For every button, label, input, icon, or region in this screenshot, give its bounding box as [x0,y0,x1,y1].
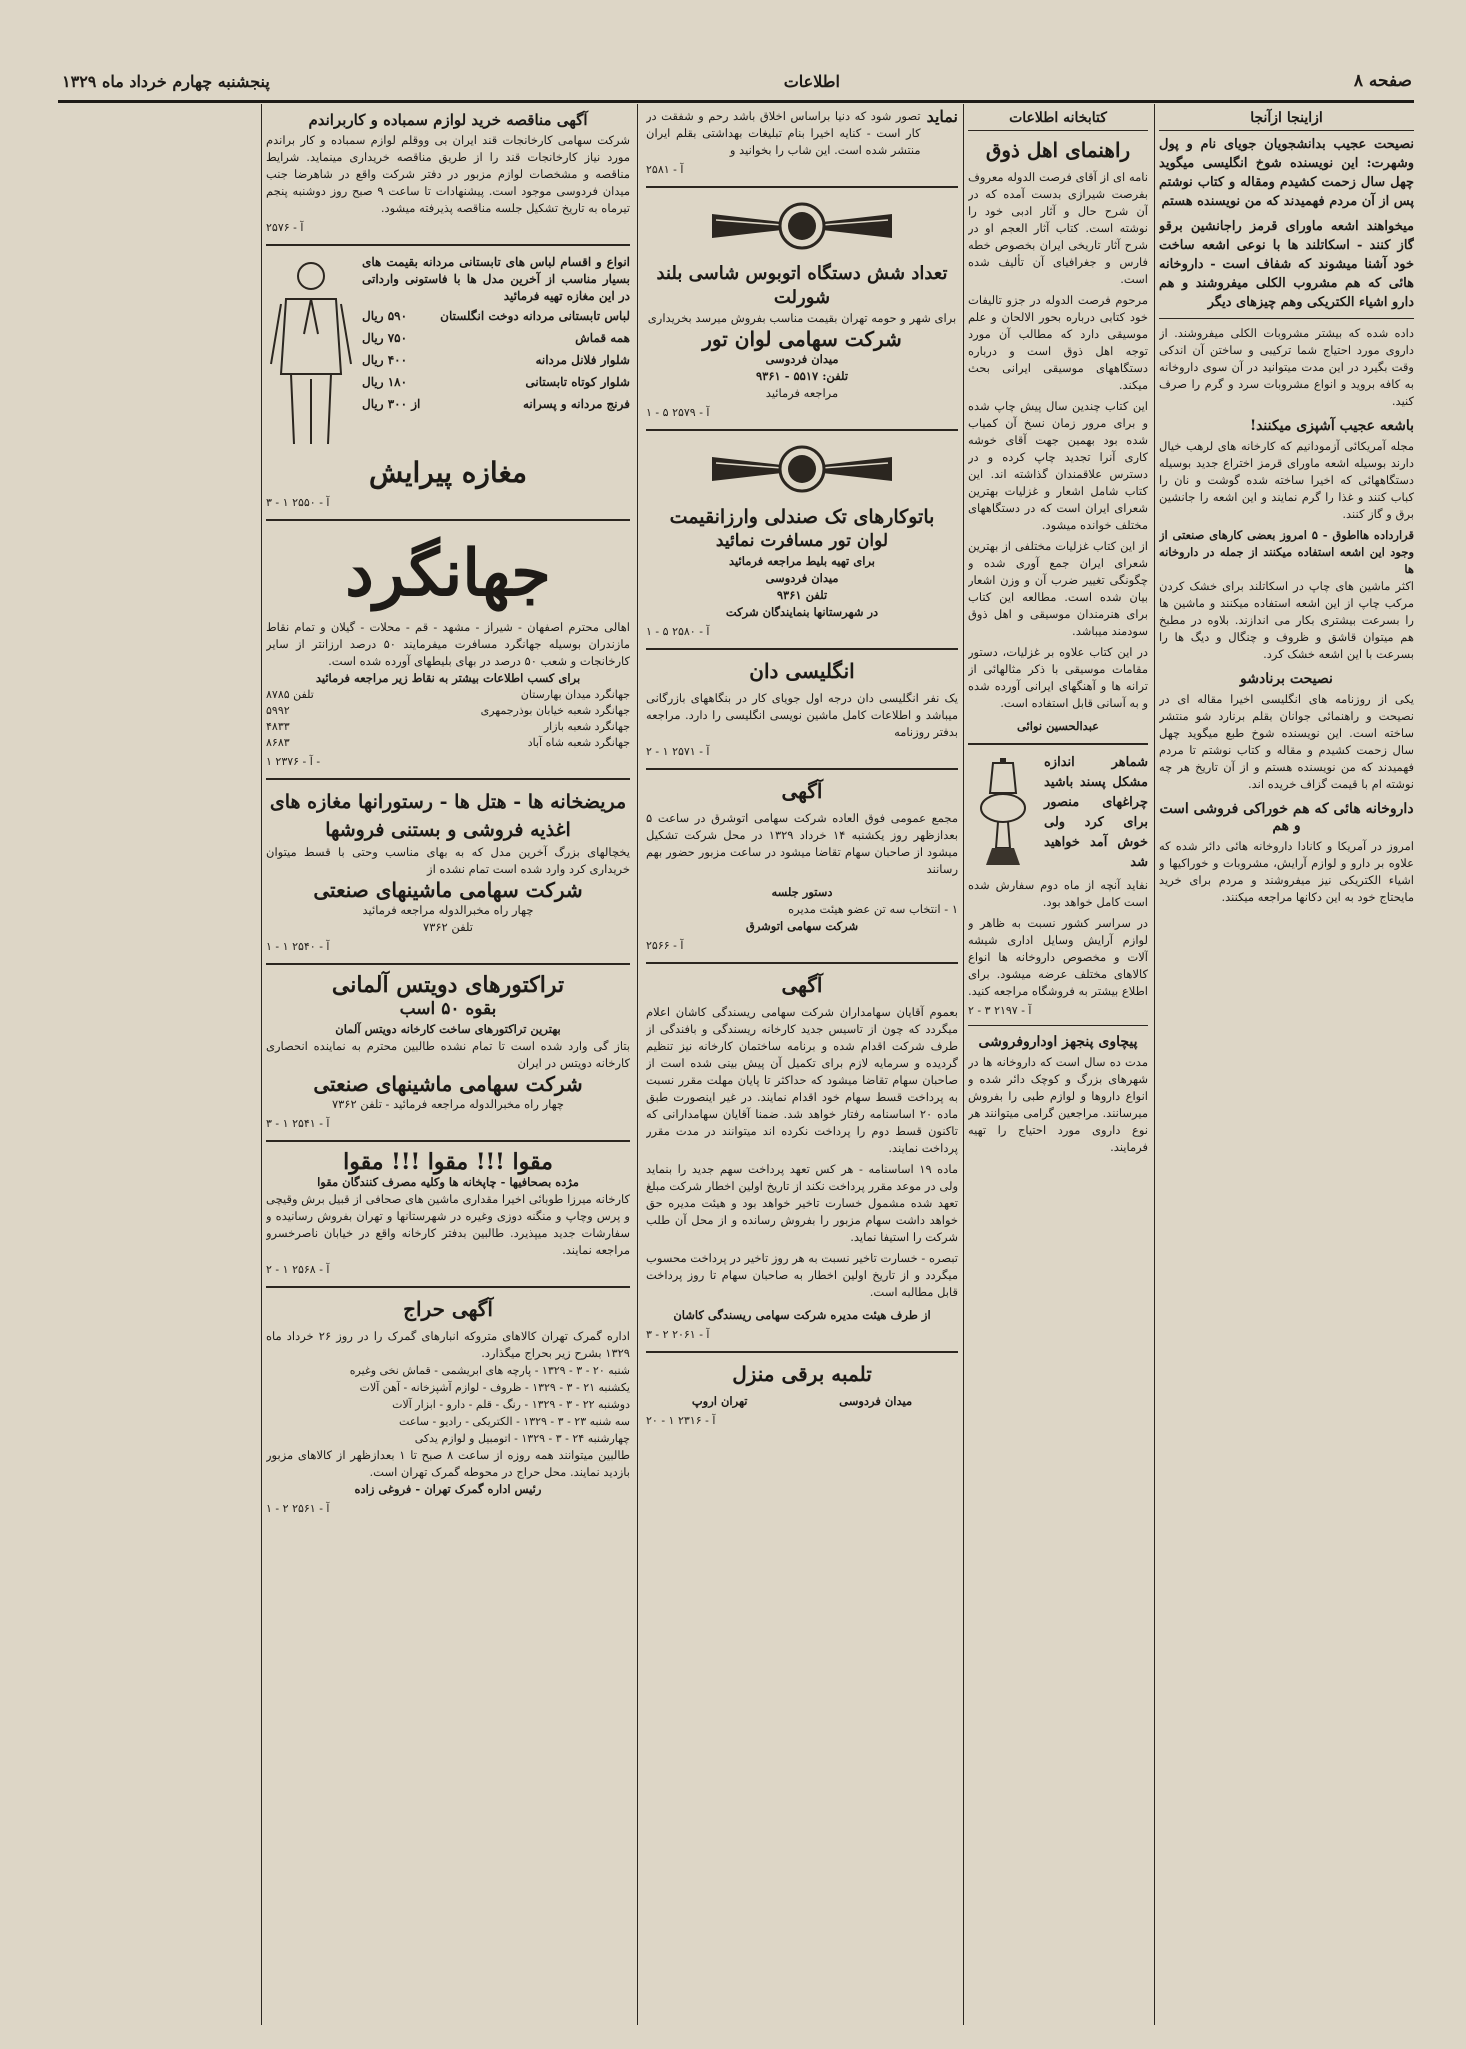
ad-address: چهار راه مخبرالدوله مراجعه فرمائید - تلفن ۷۳۶۲ [331,1097,565,1111]
column-divider [637,104,639,2025]
branch-phone: ۵۹۹۲ [266,704,290,717]
ad-text: طالبین میتوانند همه روزه از ساعت ۸ صبح تا ۱ بعدازظهر از کالاهای مزبور بازدید نمایند. محل حراج در محوطه گمرک تهران است. [266,1448,630,1479]
clothing-ad [266,254,630,454]
notice-signature: از طرف هیئت مدیره شرکت سهامی ریسندگی کاشان [673,1308,931,1322]
divider [646,768,958,770]
divider [968,1025,1148,1026]
article-text: یکی از روزنامه های انگلیسی اخیرا مقاله ای در نصیحت و راهنمائی جوانان بقلم برنارد شو منتشر ساخته است. این نویسنده شوخ طبع میگوید چهل سال زحمت کشیدم و مقاله و کتاب نوشتم تا مردم فهمیدند که من نویسنده هستم و از آن تاریخ هر چه نوشته ام با قیمت گزاف خریده اند. [1159,692,1414,791]
branch-phone: ۴۸۳۳ [266,720,290,733]
article-text: نفاید آنچه از ماه دوم سفارش شده است کامل خواهد بود. [968,878,1148,909]
ad-code: آ - ۲۵۷۱ ۱ - ۲ [646,745,710,758]
ad-title: تلمبه برقی منزل [732,1362,872,1386]
ad-text: برای کسب اطلاعات بیشتر به نقاط زیر مراجعه فرمائید [315,671,581,685]
branch-name: جهانگرد میدان بهارستان [520,688,630,701]
notice-title: آگهی [781,779,823,803]
ad-code: آ - ۲۵۷۶ [266,221,304,234]
ad-footer [646,1393,958,1410]
divider [646,648,958,650]
article-subtitle: پیچاوی پنجهز اوداروفروشی [978,1034,1138,1050]
ad-code: آ - ۲۵۶۶ [646,939,684,952]
top-notice-title: نماید [926,108,958,126]
branch-phone: ۸۶۸۳ [266,736,290,749]
price-row [362,305,630,327]
top-notice [646,108,958,159]
article-text: مدت ده سال است که داروخانه ها در شهرهای بزرگ و کوچک دائر شده و انواع داروها و لوازم طبی را بفروش میرسانند. مراجعین گرامی میتوانند هر نوع داروی مورد احتیاج را تهیه فرمایند. [968,1055,1148,1154]
branch-phone: تلفن ۸۷۸۵ [266,688,314,701]
article-text: امروز در آمریکا و کانادا داروخانه هائی دائر شده که علاوه بر دارو و لوازم آرایش، مشروبات و خوراکیها و اشیاء الکتریکی نیز میفروشند و مردم برای خرید مایحتاج خود به این دکانها مراجعه میکنند. [1159,839,1414,904]
ad-text: یخچالهای بزرگ آخرین مدل که به بهای مناسب وحتی با قسط میتوان خریداری کرد وارد شده است تمام نشده از [266,845,630,876]
article-text: مجله آمریکائی آزمودانیم که کارخانه های لرهب خیال دارند بوسیله اشعه ماورای قرمز اختراع جدید بوسیله دستگاههائی که اخیرا ساخته شده گوشت و نان را کباب کنند و غذا را گرم نمایند و این اشعه را جانشین برق و گاز کنند. [1159,439,1414,521]
issue-date: پنجشنبه چهارم خرداد ماه ۱۳۲۹ [62,71,270,91]
ad-address: میدان فردوسی [765,571,839,585]
notice-company: شرکت سهامی اتوشرق [745,919,859,933]
divider [646,186,958,188]
ad-code: آ - ۲۵۴۱ ۱ - ۳ [266,1117,330,1130]
article-text: در این کتاب علاوه بر غزلیات، دستور مقامات موسیقی با ذکر مثالهائی از ترانه ها و آهنگهای ایرانی آورده شده و به آسانی قابل استفاده است. [968,645,1148,710]
jahangard-logo: جهانگرد [345,536,551,611]
notice-title: آگهی [781,973,823,997]
article-headline: راهنمای اهل ذوق [985,138,1131,162]
ad-code: آ - ۲۵۶۸ ۱ - ۲ [266,1263,330,1276]
ad-title: آگهی مناقصه خرید لوازم سمباده و کاربراندم [308,111,588,129]
article-text: در سراسر کشور نسبت به ظاهر و لوازم آرایش وسایل اداری شیشه آلات و مخصوص داروخانه ها انواع کالاهای مختلف عرضه میشود. برای اطلاع بیشتر به فروشگاه مراجعه کنید. [968,916,1148,998]
price-label: فرنج مردانه و پسرانه [522,397,630,411]
ad-subtitle: مژده بصحافیها - چاپخانه ها وکلیه مصرف کنندگان مقوا [317,1175,579,1189]
ad-subtitle: لوان تور مسافرت نمائید [715,531,889,551]
lead-paragraph-2: میخواهند اشعه ماورای قرمز راجانشین برقو گاز کنند - اسکاتلند ها با نوعی اشعه ساخت خود آشنا میشوند که شفاف است - داروخانه هائی که هم مشروب الکلی میفروشند و هم دارو اشیاء الکتریکی وهم چیزهای دیگر [1159,219,1414,310]
article-text: داده شده که بیشتر مشروبات الکلی میفروشند. از داروی مورد احتیاج شما ترکیبی و ساختن آن اندکی وقت بگیرد در این مدت میتوانید در آن سوی داروخانه به کافه بروید و انواع مشروبات سرد و گرم را صرف کنید. [1159,326,1414,408]
price-row [362,327,630,349]
masthead [62,66,1412,96]
top-notice-text: تصور شود که دنیا براساس اخلاق باشد رحم و شفقت در کار است - کنایه اخیرا بنام تبلیغات بهداشتی بقلم ایران منتشر شده است. این شاب را بخوانید و [646,109,921,157]
article-text: مرحوم فرصت الدوله در جزو تالیفات خود کتابی درباره بحور الالحان و علم موسیقی دارد که مطالب آن مورد توجه اهل ذوق است و درباره دستگاههای موسیقی ایرانی بحث میکند. [968,293,1148,392]
paper-name: اطلاعات [783,71,840,91]
ad-code: آ - ۲۰۶۱ ۲ - ۳ [646,1328,710,1341]
ad-text: یک نفر انگلیسی دان درجه اول جویای کار در بنگاههای بازرگانی میباشد و اطلاعات کامل ماشین نویسی انگلیسی را دارد. مراجعه بدفتر روزنامه [646,691,958,739]
price-value: ۱۸۰ ریال [362,375,408,389]
ad-text: برای شهر و حومه تهران بقیمت مناسب بفروش میرسد بخریداری [647,311,957,325]
auction-item: دوشنبه ۲۲ - ۳ - ۱۳۲۹ - رنگ - قلم - دارو - ابزار آلات [392,1398,630,1411]
ad-code: آ - ۲۵۷۹ ۵ - ۱ [646,406,710,419]
branch-row [266,703,630,719]
branch-row [266,719,630,735]
auction-item: شنبه ۲۰ - ۳ - ۱۳۲۹ - پارچه های ابریشمی - قماش نخی وغیره [349,1364,630,1377]
ad-title: باتوکارهای تک صندلی وارزانقیمت [669,506,935,528]
ad-text: کارخانه میرزا طوبائی اخیرا مقداری ماشین های صحافی از قبیل برش وقیچی و پرس وچاپ و منگنه دوزی وغیره در شهرستانها و تهران بفروش رسانیده و سفارشات جدید میپذیرد. طالبین بدفتر کارخانه واقع در خیابان ناصرخسرو مراجعه نمایند. [266,1192,630,1257]
author-signature: عبدالحسین نوائی [1016,719,1100,733]
ad-text: بتاز گی وارد شده است تا تمام نشده طالبین محترم به نماینده انحصاری کارخانه دویتس در ایران [266,1039,630,1070]
price-row [362,393,630,415]
branch-list [266,687,630,751]
price-row [362,371,630,393]
notice-text: ماده ۱۹ اساسنامه - هر کس تعهد پرداخت سهم جدید را بنماید ولی در موعد مقرر پرداخت نکند از تاریخ اولین اخطار شرکت مبلغ تعهد شده مشمول خسارت تاخیر خواهد بود و هیئت مدیره حق خواهد داشت سهام مزبور را بفروش رسانده و از محل آن طلب شرکت را استیفا نماید. [646,1162,958,1244]
article-subtitle: نصیحت برنادشو [1240,671,1333,687]
branch-row [266,687,630,703]
ad-company: شرکت سهامی لوان تور [702,327,902,351]
agenda-title: دستور جلسه [771,885,833,899]
lead-paragraph: نصیحت عجیب بدانشجویان جویای نام و پول وشهرت: این نویسنده شوخ انگلیسی میگوید چهل سال زحمت کشیدم ومقاله و کتاب نوشتم پس از آن مردم فهمیدند که من نویسنده هستم [1159,137,1414,209]
branch-name: جهانگرد شعبه بازار [543,720,630,733]
ad-code: آ - ۲۵۵۰ ۱ - ۳ [266,496,330,509]
ad-code: آ - ۲۱۹۷ ۳ - ۲ [968,1004,1032,1017]
ad-subtitle: بقوه ۵۰ اسب [399,999,497,1019]
ad-code: آ - ۲۵۸۱ [646,163,684,176]
ad-phone: تلفن: ۵۵۱۷ - ۹۳۶۱ [755,369,849,383]
divider [266,519,630,521]
column-news [1159,108,1414,2025]
price-value: از ۳۰۰ ریال [362,397,421,411]
article-text: اکثر ماشین های چاپ در اسکاتلند برای خشک کردن مرکب چاپ از این اشعه استفاده میکنند و ماشین ها را بسرعت بیشتری بکار می اندازند. بلاوه در مطبخ هم میتوان قاشق و ظروف و چنگال و دیگ ها را بسرعت با این اشعه خشک کرد. [1159,579,1414,661]
notice-text: مجمع عمومی فوق العاده شرکت سهامی اتوشرق در ساعت ۵ بعدازظهر روز یکشنبه ۱۴ خرداد ۱۳۲۹ در محل شرکت تشکیل میشود از صاحبان سهام تقاضا میشود در ساعت مزبور حضور بهم رسانند [646,811,958,876]
ad-company: شرکت سهامی ماشینهای صنعتی [313,1072,583,1096]
branch-name: جهانگرد شعبه خیابان بوذرجمهری [480,704,630,717]
ad-signature: رئیس اداره گمرک تهران - فروغی زاده [354,1482,542,1496]
ad-address-2: تهران اروپ [691,1394,748,1408]
notice-text: بعموم آقایان سهامداران شرکت سهامی ریسندگی کاشان اعلام میگردد که چون از تاسیس جدید کارخانه ریسندگی و بافندگی از طرف شرکت اقدام شده و برنامه ساختمان کارخانه نیز تنظیم گردیده و سرمایه لازم برای تکمیل آن پیش بینی شده است از صاحبان سهام تقاضا میشود که حداکثر تا پایان مهلت مقرر نسبت به پرداخت قسط سهام خود اقدام نمایند. در غیر اینصورت طبق ماده ۲۰ اساسنامه رفتار خواهد شد. ضمنا آقایان سهامدارانی که تاکنون قسط دوم را پرداخت نکرده اند میتوانند در مدت مقرر پرداخت نمایند. [646,1005,958,1155]
agenda-item: ۱ - انتخاب سه تن عضو هیئت مدیره [788,902,958,916]
ad-code: آ - ۲۳۱۶ ۱ - ۲۰ [646,1414,716,1427]
ad-text: اداره گمرک تهران کالاهای متروکه انبارهای گمرک را در روز ۲۶ خرداد ماه ۱۳۲۹ بشرح زیر بحراج میگذارد. [266,1329,630,1360]
auction-item: چهارشنبه ۲۴ - ۳ - ۱۳۲۹ - اتومبیل و لوازم یدکی [414,1432,630,1445]
price-value: ۵۹۰ ریال [362,309,408,323]
price-label: شلوار فلانل مردانه [535,353,630,367]
suited-man-icon [266,254,356,454]
notice-text: تبصره - خسارت تاخیر نسبت به هر روز تاخیر در پرداخت محسوب میگردد و از تاریخ اولین اخطار به صاحبان سهام تا روز پرداخت قابل مطالبه است. [646,1251,958,1299]
column-divider [963,104,965,2025]
divider [646,429,958,431]
ad-address: میدان فردوسی [765,352,839,366]
ad-text: اهالی محترم اصفهان - شیراز - مشهد - قم - محلات - گیلان و تمام نقاط مازندران بوسیله جهانگرد مسافرت میفرمایند ۵۰ درصد ارزانتر از سایر کارخانجات و شعب ۵۰ درصد در بهای بلیطهای آورده شده است. [266,620,630,668]
price-list [362,305,630,415]
ad-address: چهار راه مخبرالدوله مراجعه فرمائید [362,903,534,917]
price-value: ۴۰۰ ریال [362,353,408,367]
section-title: کتابخانه اطلاعات [968,108,1148,131]
column-divider [261,104,263,2025]
divider [646,1351,958,1353]
ad-text: انواع و اقسام لباس های تابستانی مردانه بقیمت های بسیار مناسب از آخرین مدل ها با فاستونی وارداتی در این مغازه تهیه فرمائید [362,255,630,303]
auction-item: سه شنبه ۲۳ - ۳ - ۱۳۲۹ - الکتریکی - رادیو - ساعت [399,1415,630,1428]
ad-title: مقوا !!! مقوا !!! مقوا [343,1149,553,1175]
lamp-ad-text: شماهر اندازه مشکل پسند باشید چراغهای منصور برای کرد ولی خوش آمد خواهید شد [1044,755,1148,870]
article-text: این کتاب چندین سال پیش چاپ شده و برای مرور زمان نسخ آن کمیاب شده بود بهمین جهت آقای خوشه کاری آنرا تجدید چاپ کرده و در دسترس علاقمندان گذاشته اند. این کتاب شامل اشعار و غزلیات بهترین شعرای ایران است که در دستگاههای مختلف خوانده میشود. [968,399,1148,532]
divider [266,778,630,780]
branch-name: جهانگرد شعبه شاه آباد [527,736,630,749]
article-bold-text: قرارداده هااطوق - ۵ امروز بعضی کارهای صنعتی از وجود این اشعه استفاده میکنند از جمله در داروخانه ها [1159,528,1414,576]
winged-logo-icon [702,439,902,499]
lamp-ad [968,753,1148,873]
ad-title: آگهی حراج [403,1297,493,1321]
ad-text: برای تهیه بلیط مراجعه فرمائید [728,554,876,568]
price-value: ۷۵۰ ریال [362,331,408,345]
ad-title: مریضخانه ها - هتل ها - رستورانها مغازه های اغذیه فروشی و بستنی فروشها [269,791,627,841]
column-ads-left [266,108,630,2025]
ad-phone: تلفن ۷۳۶۲ [423,920,473,934]
ad-phone: تلفن ۹۳۶۱ [776,588,828,602]
divider [968,743,1148,745]
ad-code: آ - ۲۳۷۶ ۱ - [266,755,321,768]
ad-title: انگلیسی دان [749,659,855,683]
divider [266,1140,630,1142]
divider [1159,318,1414,319]
ad-text: شرکت سهامی کارخانجات قند ایران بی ووقلم لوازم سمباده و کار براندم مورد نیاز کارخانجات قند را از طریق مناقصه خریداری مینماید. شرایط مناقصه و مشخصات لوازم مزبور در دفتر شرکت واقع در شاهرضا جنب میدان فردوسی موجود است. پیشنهادات تا ساعت ۹ صبح روز دوشنبه پنجم تیرماه به تاریخ تشکیل جلسه مناقصه پذیرفته میشود. [266,133,630,215]
ad-title: تراکتورهای دویتس آلمانی [331,972,565,998]
price-label: لباس تابستانی مردانه دوخت انگلستان [440,309,630,323]
section-title: ازاینجا ازآنجا [1159,108,1414,131]
auction-list [266,1362,630,1447]
article-subtitle: داروخانه هائی که هم خوراکی فروشی است و هم [1159,801,1414,834]
lamp-icon [968,753,1038,873]
auction-item: یکشنبه ۲۱ - ۳ - ۱۳۲۹ - ظروف - لوازم آشپزخانه - آهن آلات [359,1381,630,1394]
ad-company: شرکت سهامی ماشینهای صنعتی [313,878,583,902]
column-ads-center [646,108,958,2025]
branch-row [266,735,630,751]
ad-text: در شهرستانها بنمایندگان شرکت [725,605,879,619]
price-label: شلوار کوتاه تابستانی [525,375,630,389]
column-library [968,108,1148,2025]
ad-text: بهترین تراکتورهای ساخت کارخانه دویتس آلمان [335,1022,561,1036]
article-subtitle: باشعه عجیب آشپزی میکنند! [1249,418,1414,434]
divider [266,963,630,965]
ad-address: میدان فردوسی [839,1394,913,1408]
price-label: همه قماش [575,331,630,345]
ad-title: تعداد شش دستگاه اتوبوس شاسی بلند شورلت [656,263,948,308]
winged-logo-icon [702,196,902,256]
article-text: نامه ای از آقای فرصت الدوله معروف بفرصت شیرازی بدست آمده که در آن شرح حال و آثار ادبی خود را نوشته است. کتاب آثار العجم او در شرح آثار تاریخی ایران بخصوص خطه فارس و جغرافیای آن تألیف شده است. [968,170,1148,286]
column-divider [1154,104,1156,2025]
price-row [362,349,630,371]
shop-name: مغازه پیرایش [369,456,527,489]
ad-code: آ - ۲۵۴۰ ۱ - ۱ [266,940,330,953]
page-number: صفحه ۸ [1353,71,1412,91]
ad-code: آ - ۲۵۶۱ ۲ - ۱ [266,1502,330,1515]
divider [646,962,958,964]
ad-code: آ - ۲۵۸۰ ۵ - ۱ [646,625,710,638]
divider [266,244,630,246]
article-text: از این کتاب غزلیات مختلفی از بهترین شعرای ایران جمع آوری شده و چگونگی تغییر ضرب آن و وزن اشعار بیان شده است. مطالعه این کتاب برای هنرمندان موسیقی و اهل ذوق سودمند میباشد. [968,539,1148,638]
divider [266,1286,630,1288]
ad-text: مراجعه فرمائید [765,386,839,400]
header-rule [58,100,1414,103]
